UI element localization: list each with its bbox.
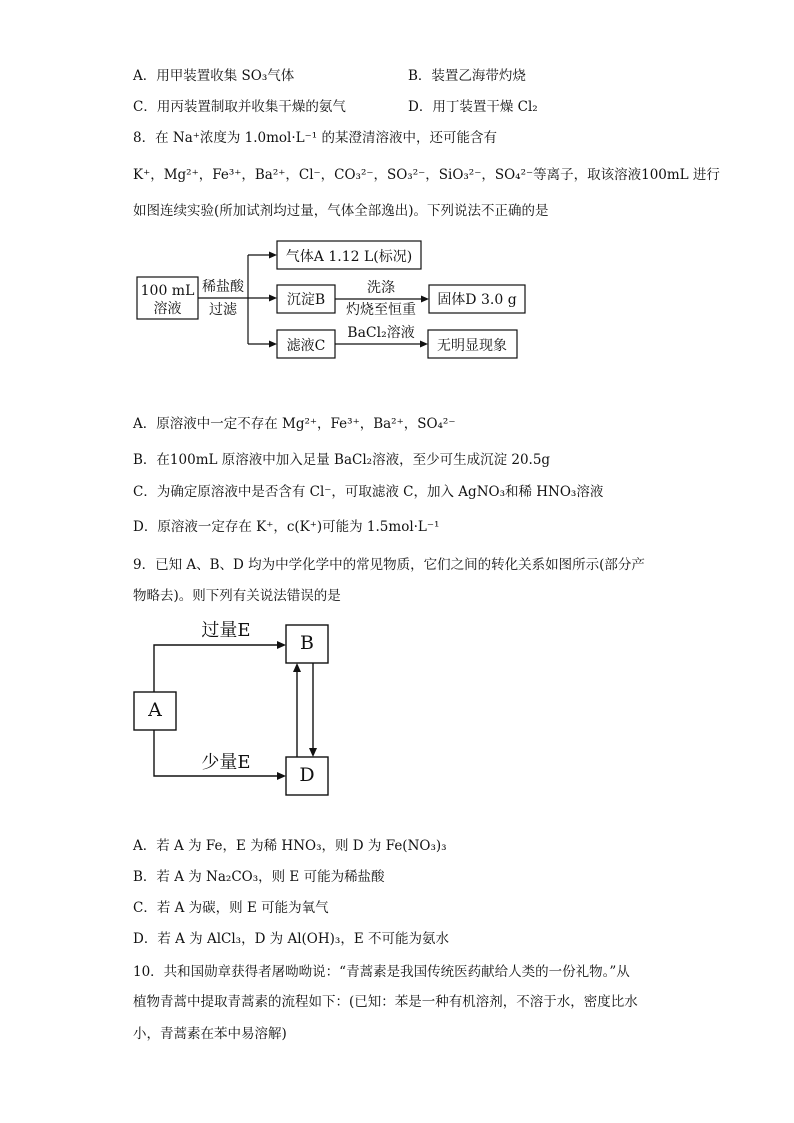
q9-conversion-diagram <box>130 612 340 802</box>
q8-option-a: A．原溶液中一定不存在 Mg²⁺，Fe³⁺，Ba²⁺，SO₄²⁻ <box>133 416 456 432</box>
q8-precipitate-b-box: 沉淀B <box>286 292 326 308</box>
q8-ignite-label: 灼烧至恒重 <box>346 302 416 318</box>
q8-option-b: B．在100mL 原溶液中加入足量 BaCl₂溶液，至少可生成沉淀 20.5g <box>133 452 551 468</box>
q8-start-label-2: 溶液 <box>153 301 182 317</box>
q8-filter-label: 过滤 <box>209 302 237 318</box>
q9-stem-line-2: 物略去)。则下列有关说法错误的是 <box>133 588 341 604</box>
q9-node-a: A <box>148 699 162 721</box>
q8-stem-line-3: 如图连续实验(所加试剂均过量，气体全部逸出)。下列说法不正确的是 <box>133 203 549 219</box>
q8-filtrate-c-box: 滤液C <box>286 338 326 354</box>
q9-little-e-label: 少量E <box>201 752 251 773</box>
q8-result-box: 无明显现象 <box>437 338 507 354</box>
q7-option-c: C．用丙装置制取并收集干燥的氨气 <box>133 99 346 115</box>
q8-gas-a-box: 气体A 1.12 L(标况) <box>285 249 413 265</box>
q8-stem-line-1: 8．在 Na⁺浓度为 1.0mol·L⁻¹ 的某澄清溶液中，还可能含有 <box>133 130 497 146</box>
q9-excess-e-label: 过量E <box>201 620 251 641</box>
q8-flow-diagram <box>130 234 530 364</box>
q9-option-a: A．若 A 为 Fe，E 为稀 HNO₃，则 D 为 Fe(NO₃)₃ <box>133 838 447 854</box>
q8-solid-d-box: 固体D 3.0 g <box>437 292 517 308</box>
q8-wash-label: 洗涤 <box>367 280 395 296</box>
q9-option-b: B．若 A 为 Na₂CO₃，则 E 可能为稀盐酸 <box>133 869 385 885</box>
q10-stem-line-2: 植物青蒿中提取青蒿素的流程如下：(已知：苯是一种有机溶剂，不溶于水，密度比水 <box>133 994 638 1010</box>
q10-stem-line-1: 10．共和国勋章获得者屠呦呦说：“青蒿素是我国传统医药献给人类的一份礼物。”从 <box>133 964 630 980</box>
q9-option-c: C．若 A 为碳，则 E 可能为氧气 <box>133 900 329 916</box>
q9-node-b: B <box>300 632 314 654</box>
q7-option-d: D．用丁装置干燥 Cl₂ <box>408 99 538 115</box>
q9-option-d: D．若 A 为 AlCl₃，D 为 Al(OH)₃，E 不可能为氨水 <box>133 931 449 947</box>
q8-start-label-1: 100 mL <box>140 283 195 299</box>
q8-bacl2-label: BaCl₂溶液 <box>347 325 415 341</box>
q8-reagent-label: 稀盐酸 <box>202 279 244 295</box>
q9-stem-line-1: 9．已知 A、B、D 均为中学化学中的常见物质，它们之间的转化关系如图所示(部分产 <box>133 557 645 573</box>
q9-node-d: D <box>299 764 315 786</box>
q7-option-a: A．用甲装置收集 SO₃气体 <box>133 68 295 84</box>
q8-option-c: C．为确定原溶液中是否含有 Cl⁻，可取滤液 C，加入 AgNO₃和稀 HNO₃溶液 <box>133 484 604 500</box>
q10-stem-line-3: 小，青蒿素在苯中易溶解) <box>133 1026 287 1042</box>
q8-option-d: D．原溶液一定存在 K⁺，c(K⁺)可能为 1.5mol·L⁻¹ <box>133 519 440 535</box>
q8-stem-line-2: K⁺，Mg²⁺，Fe³⁺，Ba²⁺，Cl⁻，CO₃²⁻，SO₃²⁻，SiO₃²⁻，SO₄²⁻等离子，取该溶液100mL 进行 <box>133 167 720 183</box>
q7-option-b: B．装置乙海带灼烧 <box>408 68 526 84</box>
